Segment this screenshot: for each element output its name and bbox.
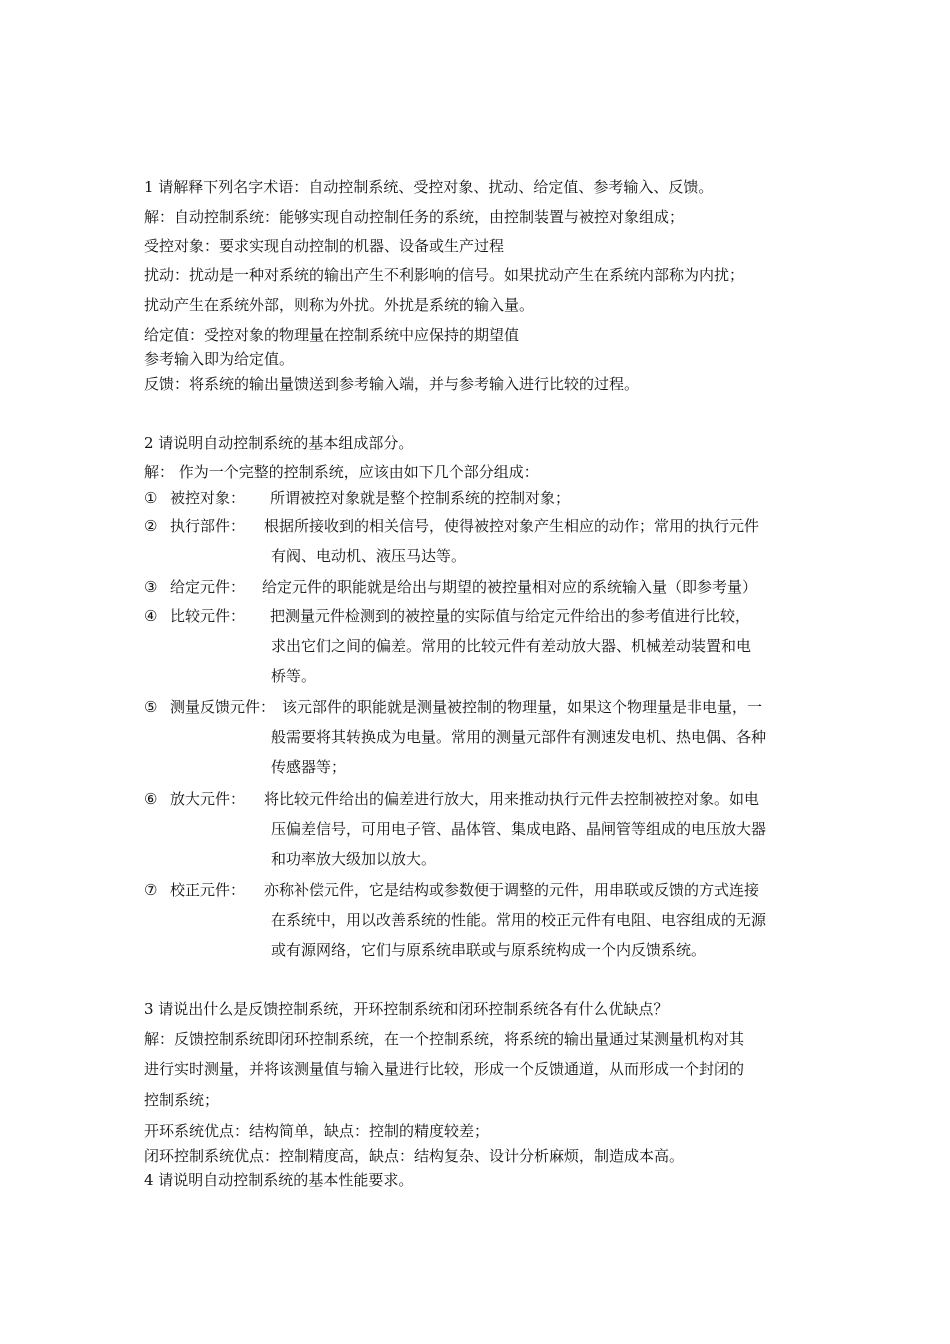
list-item bbox=[144, 516, 760, 536]
item-desc-cont: 传感器等； bbox=[271, 758, 347, 776]
item-term: 执行部件： bbox=[170, 517, 246, 535]
list-item bbox=[144, 577, 758, 597]
q4-title: 4 请说明自动控制系统的基本性能要求。 bbox=[144, 1171, 414, 1189]
list-item bbox=[144, 789, 760, 809]
q1-line: 给定值：受控对象的物理量在控制系统中应保持的期望值 bbox=[144, 326, 520, 344]
item-number: ① bbox=[144, 489, 158, 507]
item-desc-cont: 在系统中，用以改善系统的性能。常用的校正元件有电阻、电容组成的无源 bbox=[271, 911, 767, 929]
item-desc: 所谓被控对象就是整个控制系统的控制对象； bbox=[270, 489, 571, 507]
item-desc-cont: 有阀、电动机、液压马达等。 bbox=[271, 547, 467, 565]
q3-line: 进行实时测量，并将该测量值与输入量进行比较，形成一个反馈通道，从而形成一个封闭的 bbox=[144, 1060, 745, 1078]
q1-line: 反馈：将系统的输出量馈送到参考输入端，并与参考输入进行比较的过程。 bbox=[144, 375, 640, 393]
list-item bbox=[144, 488, 571, 508]
list-item bbox=[144, 697, 763, 717]
item-desc-cont: 或有源网络，它们与原系统串联或与原系统构成一个内反馈系统。 bbox=[271, 941, 707, 959]
item-desc-cont: 桥等。 bbox=[271, 667, 317, 685]
item-number: ④ bbox=[144, 607, 158, 625]
q3-line: 开环系统优点：结构简单，缺点：控制的精度较差； bbox=[144, 1122, 490, 1140]
item-number: ② bbox=[144, 517, 158, 535]
item-desc: 根据所接收到的相关信号，使得被控对象产生相应的动作；常用的执行元件 bbox=[264, 517, 760, 535]
item-term: 被控对象： bbox=[170, 489, 246, 507]
q1-line: 参考输入即为给定值。 bbox=[144, 350, 295, 368]
item-number: ③ bbox=[144, 578, 158, 596]
list-item bbox=[144, 606, 751, 626]
q1-title: 1 请解释下列名字术语：自动控制系统、受控对象、扰动、给定值、参考输入、反馈。 bbox=[144, 178, 714, 196]
q2-intro: 解： 作为一个完整的控制系统，应该由如下几个部分组成： bbox=[144, 463, 539, 481]
item-number: ⑦ bbox=[144, 881, 158, 899]
item-desc-cont: 和功率放大级加以放大。 bbox=[271, 850, 437, 868]
item-desc-cont: 求出它们之间的偏差。常用的比较元件有差动放大器、机械差动装置和电 bbox=[271, 637, 752, 655]
item-term: 给定元件： bbox=[170, 578, 246, 596]
item-term: 校正元件： bbox=[170, 881, 246, 899]
q3-title: 3 请说出什么是反馈控制系统，开环控制系统和闭环控制系统各有什么优缺点？ bbox=[144, 1000, 669, 1018]
q3-line: 控制系统； bbox=[144, 1091, 220, 1109]
item-desc: 亦称补偿元件，它是结构或参数便于调整的元件，用串联或反馈的方式连接 bbox=[264, 881, 760, 899]
item-desc: 给定元件的职能就是给出与期望的被控量相对应的系统输入量（即参考量） bbox=[262, 578, 758, 596]
q1-line: 扰动产生在系统外部，则称为外扰。外扰是系统的输入量。 bbox=[144, 296, 535, 314]
item-term: 放大元件： bbox=[170, 790, 246, 808]
list-item bbox=[144, 880, 760, 900]
q2-title: 2 请说明自动控制系统的基本组成部分。 bbox=[144, 434, 414, 452]
item-number: ⑥ bbox=[144, 790, 158, 808]
item-number: ⑤ bbox=[144, 698, 158, 716]
q1-line: 受控对象：要求实现自动控制的机器、设备或生产过程 bbox=[144, 237, 505, 255]
q1-line: 扰动：扰动是一种对系统的输出产生不利影响的信号。如果扰动产生在系统内部称为内扰； bbox=[144, 266, 745, 284]
item-desc: 把测量元件检测到的被控量的实际值与给定元件给出的参考值进行比较， bbox=[270, 607, 751, 625]
item-term: 测量反馈元件： bbox=[170, 698, 276, 716]
q3-line: 解：反馈控制系统即闭环控制系统，在一个控制系统，将系统的输出量通过某测量机构对其 bbox=[144, 1030, 745, 1048]
item-desc-cont: 般需要将其转换成为电量。常用的测量元部件有测速发电机、热电偶、各种 bbox=[271, 728, 767, 746]
item-desc: 将比较元件给出的偏差进行放大，用来推动执行元件去控制被控对象。如电 bbox=[264, 790, 760, 808]
q1-line: 解：自动控制系统：能够实现自动控制任务的系统，由控制装置与被控对象组成； bbox=[144, 208, 685, 226]
item-term: 比较元件： bbox=[170, 607, 246, 625]
q3-line: 闭环控制系统优点：控制精度高，缺点：结构复杂、设计分析麻烦，制造成本高。 bbox=[144, 1147, 685, 1165]
item-desc: 该元部件的职能就是测量被控制的物理量，如果这个物理量是非电量，一 bbox=[282, 698, 763, 716]
item-desc-cont: 压偏差信号，可用电子管、晶体管、集成电路、晶闸管等组成的电压放大器 bbox=[271, 820, 767, 838]
